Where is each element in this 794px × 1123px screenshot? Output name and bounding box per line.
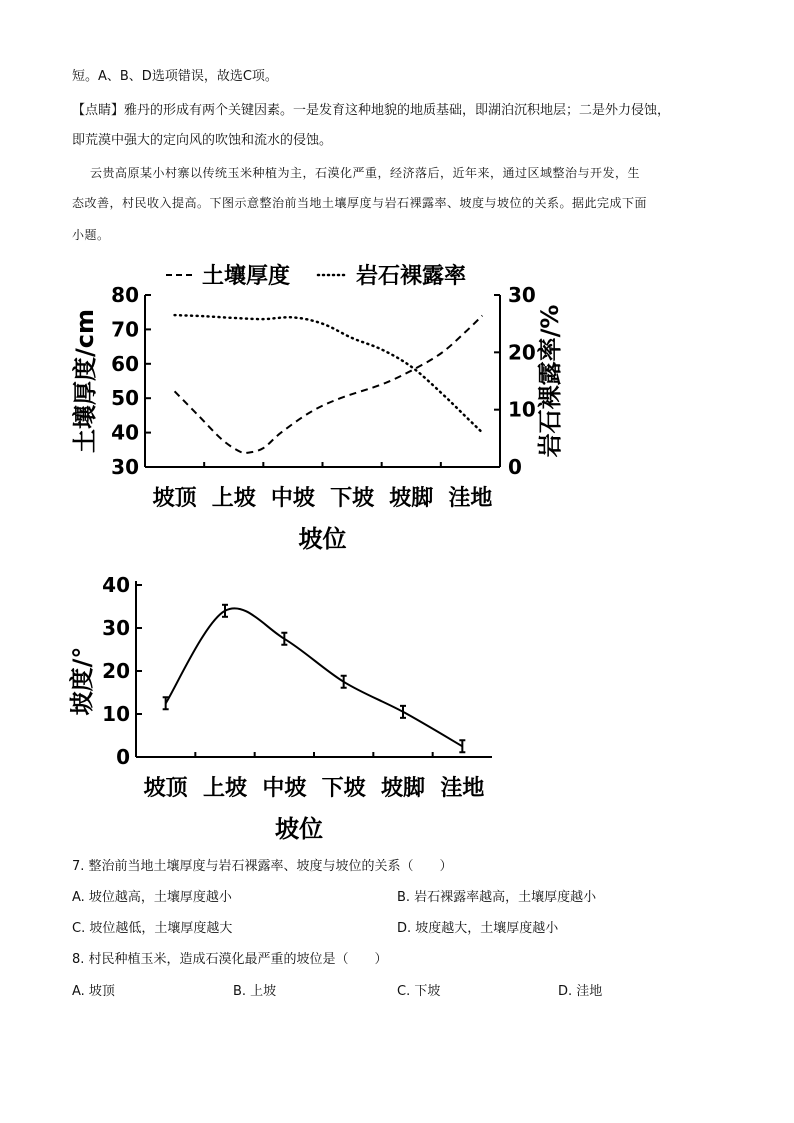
question-8-stem: 8. 村民种植玉米，造成石漠化最严重的坡位是（ ） — [72, 952, 388, 967]
q7-option-c[interactable]: C. 坡位越低，土壤厚度越大 — [72, 921, 233, 936]
x-axis-title-2: 坡位 — [275, 815, 323, 843]
rock-exposure-line — [175, 315, 483, 433]
error-bar-point — [459, 740, 465, 752]
q8-option-c[interactable]: C. 下坡 — [397, 984, 441, 999]
category-label: 上坡 — [211, 486, 256, 511]
y-tick-label-2: 0 — [116, 745, 130, 769]
material-text: 云贵高原某小村寨以传统玉米种植为主，石漠化严重，经济落后，近年来，通过区域整治与开发，生 — [90, 166, 641, 180]
left-tick-label: 40 — [111, 420, 139, 445]
answer-text: 短。A、B、D选项错误，故选C项。 — [72, 69, 278, 84]
q7-option-d[interactable]: D. 坡度越大，土壤厚度越小 — [397, 921, 559, 936]
left-tick-label: 60 — [111, 351, 139, 376]
q8-option-b[interactable]: B. 上坡 — [233, 984, 277, 999]
slope-chart — [60, 565, 510, 850]
error-bar-point — [341, 676, 347, 688]
y-tick-label-2: 30 — [102, 616, 130, 640]
y-axis-right-title: 岩石裸露率/% — [536, 304, 564, 458]
y-axis-title: 土壤厚度/cm — [71, 309, 99, 453]
right-tick-label: 30 — [508, 283, 536, 307]
y-tick-label-2: 10 — [102, 702, 130, 726]
category-label: 中坡 — [270, 486, 315, 511]
slope-line — [166, 608, 463, 746]
left-tick-label: 50 — [111, 386, 139, 411]
category-label-2: 洼地 — [440, 776, 485, 801]
category-label-2: 下坡 — [321, 776, 366, 801]
right-tick-label: 20 — [508, 340, 536, 365]
category-label-2: 中坡 — [262, 776, 307, 801]
q8-option-a[interactable]: A. 坡顶 — [72, 984, 115, 999]
error-bar-point — [281, 633, 287, 645]
tip-text-cont: 即荒漠中强大的定向风的吹蚀和流水的侵蚀。 — [72, 133, 333, 148]
left-tick-label: 80 — [111, 283, 139, 307]
legend-rock-label: 岩石裸露率 — [356, 264, 467, 289]
category-label: 坡顶 — [152, 486, 197, 511]
material-text-end: 小题。 — [72, 228, 110, 242]
right-tick-label: 10 — [508, 397, 536, 422]
question-7-stem: 7. 整治前当地土壤厚度与岩石裸露率、坡度与坡位的关系（ ） — [72, 859, 453, 874]
soil-rock-chart — [60, 255, 590, 555]
left-tick-label: 30 — [111, 455, 139, 479]
legend-soil-label: 土壤厚度 — [202, 264, 291, 289]
category-label-2: 上坡 — [202, 776, 248, 801]
category-label-2: 坡脚 — [380, 776, 426, 801]
q7-option-b[interactable]: B. 岩石裸露率越高，土壤厚度越小 — [397, 890, 597, 905]
right-tick-label: 0 — [508, 455, 522, 479]
category-label-2: 坡顶 — [143, 776, 188, 801]
material-text-cont: 态改善，村民收入提高。下图示意整治前当地土壤厚度与岩石裸露率、坡度与坡位的关系。据此完成下面 — [72, 196, 648, 210]
soil-thickness-line — [175, 316, 483, 453]
category-label: 坡脚 — [389, 486, 434, 511]
category-label: 洼地 — [448, 486, 493, 511]
left-tick-label: 70 — [111, 317, 139, 342]
y-tick-label-2: 40 — [102, 573, 130, 597]
y-tick-label-2: 20 — [102, 659, 130, 683]
q8-option-d[interactable]: D. 洼地 — [558, 984, 603, 999]
y-axis-title-2: 坡度/° — [68, 646, 96, 716]
q7-option-a[interactable]: A. 坡位越高，土壤厚度越小 — [72, 890, 232, 905]
category-label: 下坡 — [330, 486, 375, 511]
x-axis-title: 坡位 — [298, 525, 347, 553]
tip-text: 【点睛】雅丹的形成有两个关键因素。一是发育这种地貌的地质基础，即湖泊沉积地层；二是外力侵蚀， — [72, 103, 671, 118]
